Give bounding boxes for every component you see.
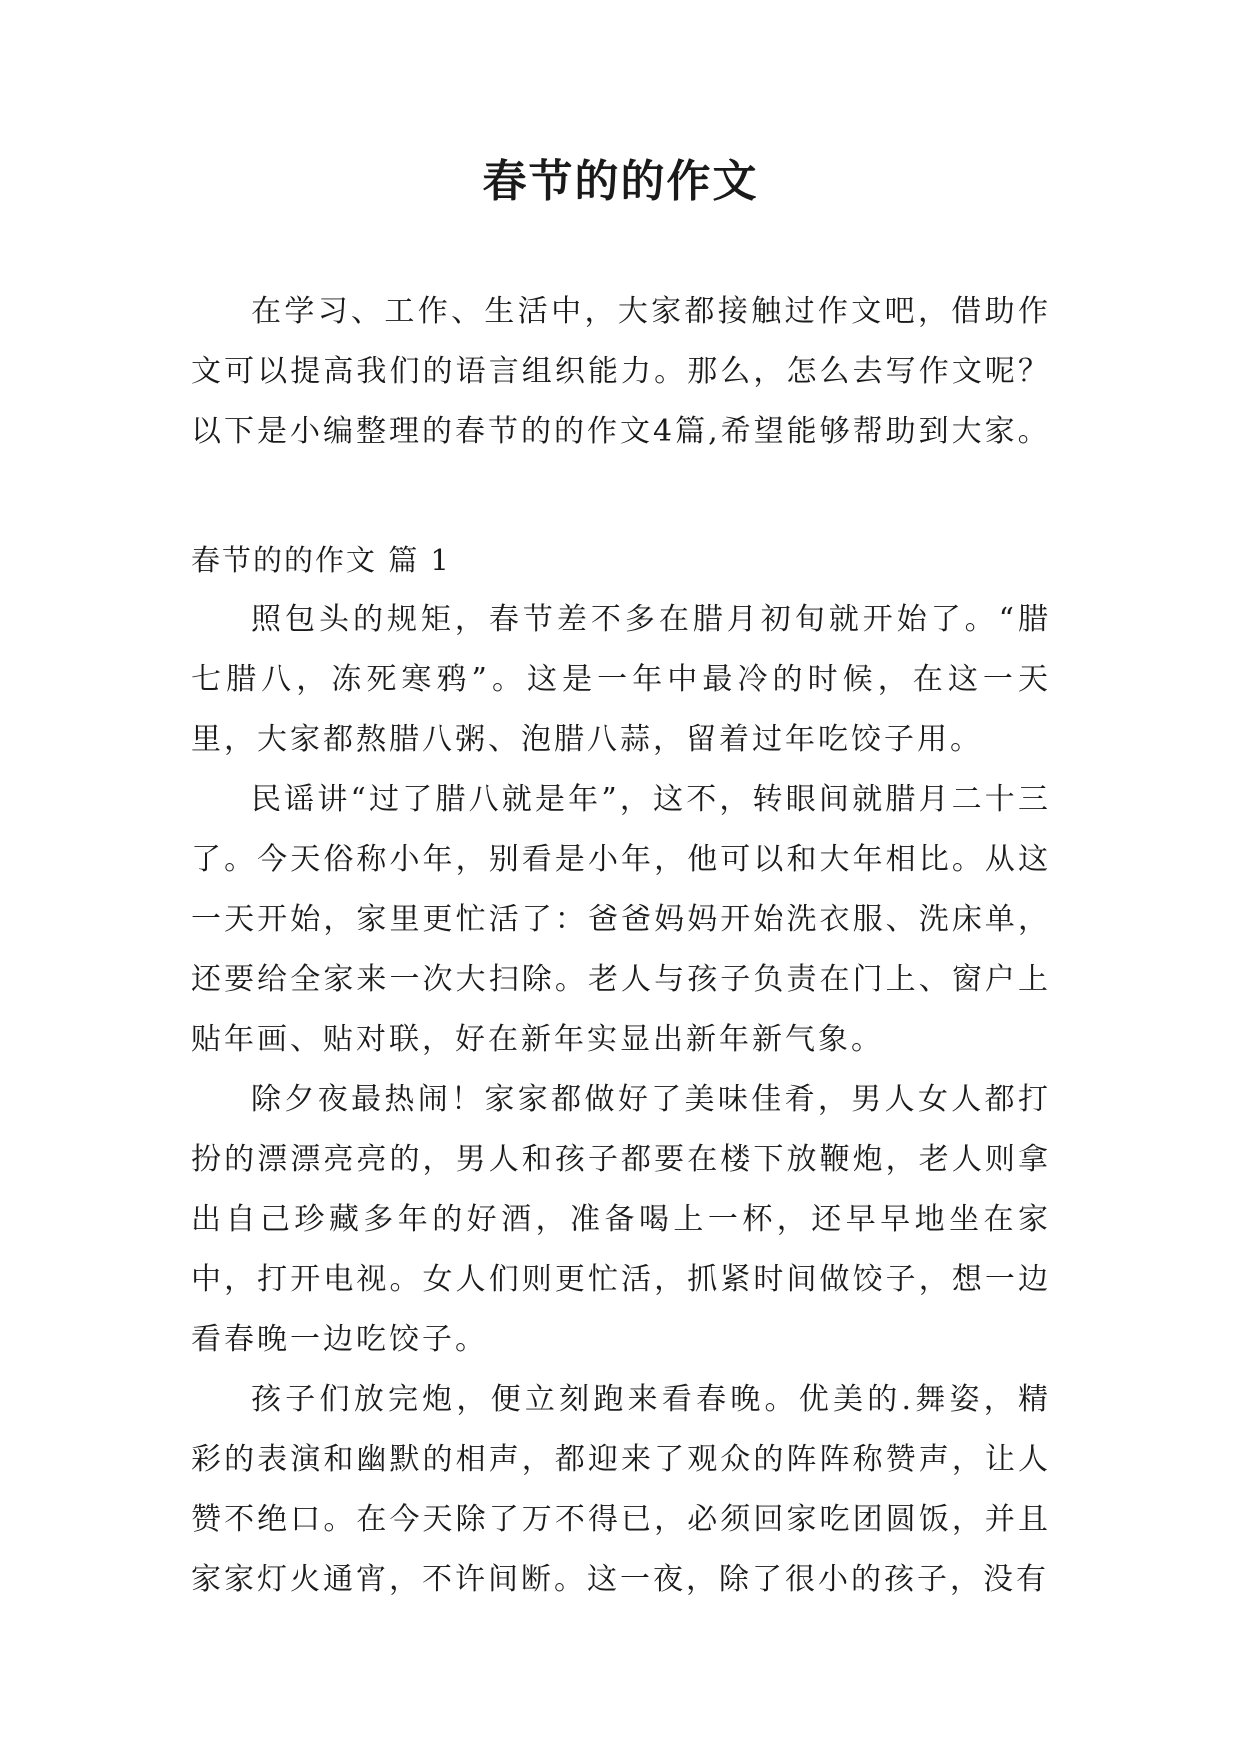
intro-paragraph: 在学习、工作、生活中，大家都接触过作文吧，借助作文可以提高我们的语言组织能力。那么，怎么去写作文呢？以下是小编整理的春节的的作文4篇,希望能够帮助到大家。 (191, 294, 1051, 449)
section-heading: 春节的的作文 篇 1 (191, 543, 451, 577)
body-paragraph-4: 孩子们放完炮，便立刻跑来看春晚。优美的.舞姿，精彩的表演和幽默的相声，都迎来了观众的阵阵称赞声，让人赞不绝口。在今天除了万不得已，必须回家吃团圆饭，并且家家灯火通宵，不许间断。这一夜，除了很小的孩子，没有 (191, 1382, 1051, 1597)
document-body (191, 282, 1051, 1610)
section-spacer (191, 462, 1051, 530)
body-paragraph-1: 照包头的规矩，春节差不多在腊月初旬就开始了。“腊七腊八，冻死寒鸦”。这是一年中最冷的时候，在这一天里，大家都熬腊八粥、泡腊八蒜，留着过年吃饺子用。 (191, 602, 1051, 757)
body-paragraph-3: 除夕夜最热闹！家家都做好了美味佳肴，男人女人都打扮的漂漂亮亮的，男人和孩子都要在楼下放鞭炮，老人则拿出自己珍藏多年的好酒，准备喝上一杯，还早早地坐在家中，打开电视。女人们则更忙活，抓紧时间做饺子，想一边看春晚一边吃饺子。 (191, 1082, 1051, 1357)
body-paragraph-2: 民谣讲“过了腊八就是年”，这不，转眼间就腊月二十三了。今天俗称小年，别看是小年，他可以和大年相比。从这一天开始，家里更忙活了：爸爸妈妈开始洗衣服、洗床单，还要给全家来一次大扫除。老人与孩子负责在门上、窗户上贴年画、贴对联，好在新年实显出新年新气象。 (191, 782, 1051, 1057)
document-title: 春节的的作文 (482, 156, 759, 207)
